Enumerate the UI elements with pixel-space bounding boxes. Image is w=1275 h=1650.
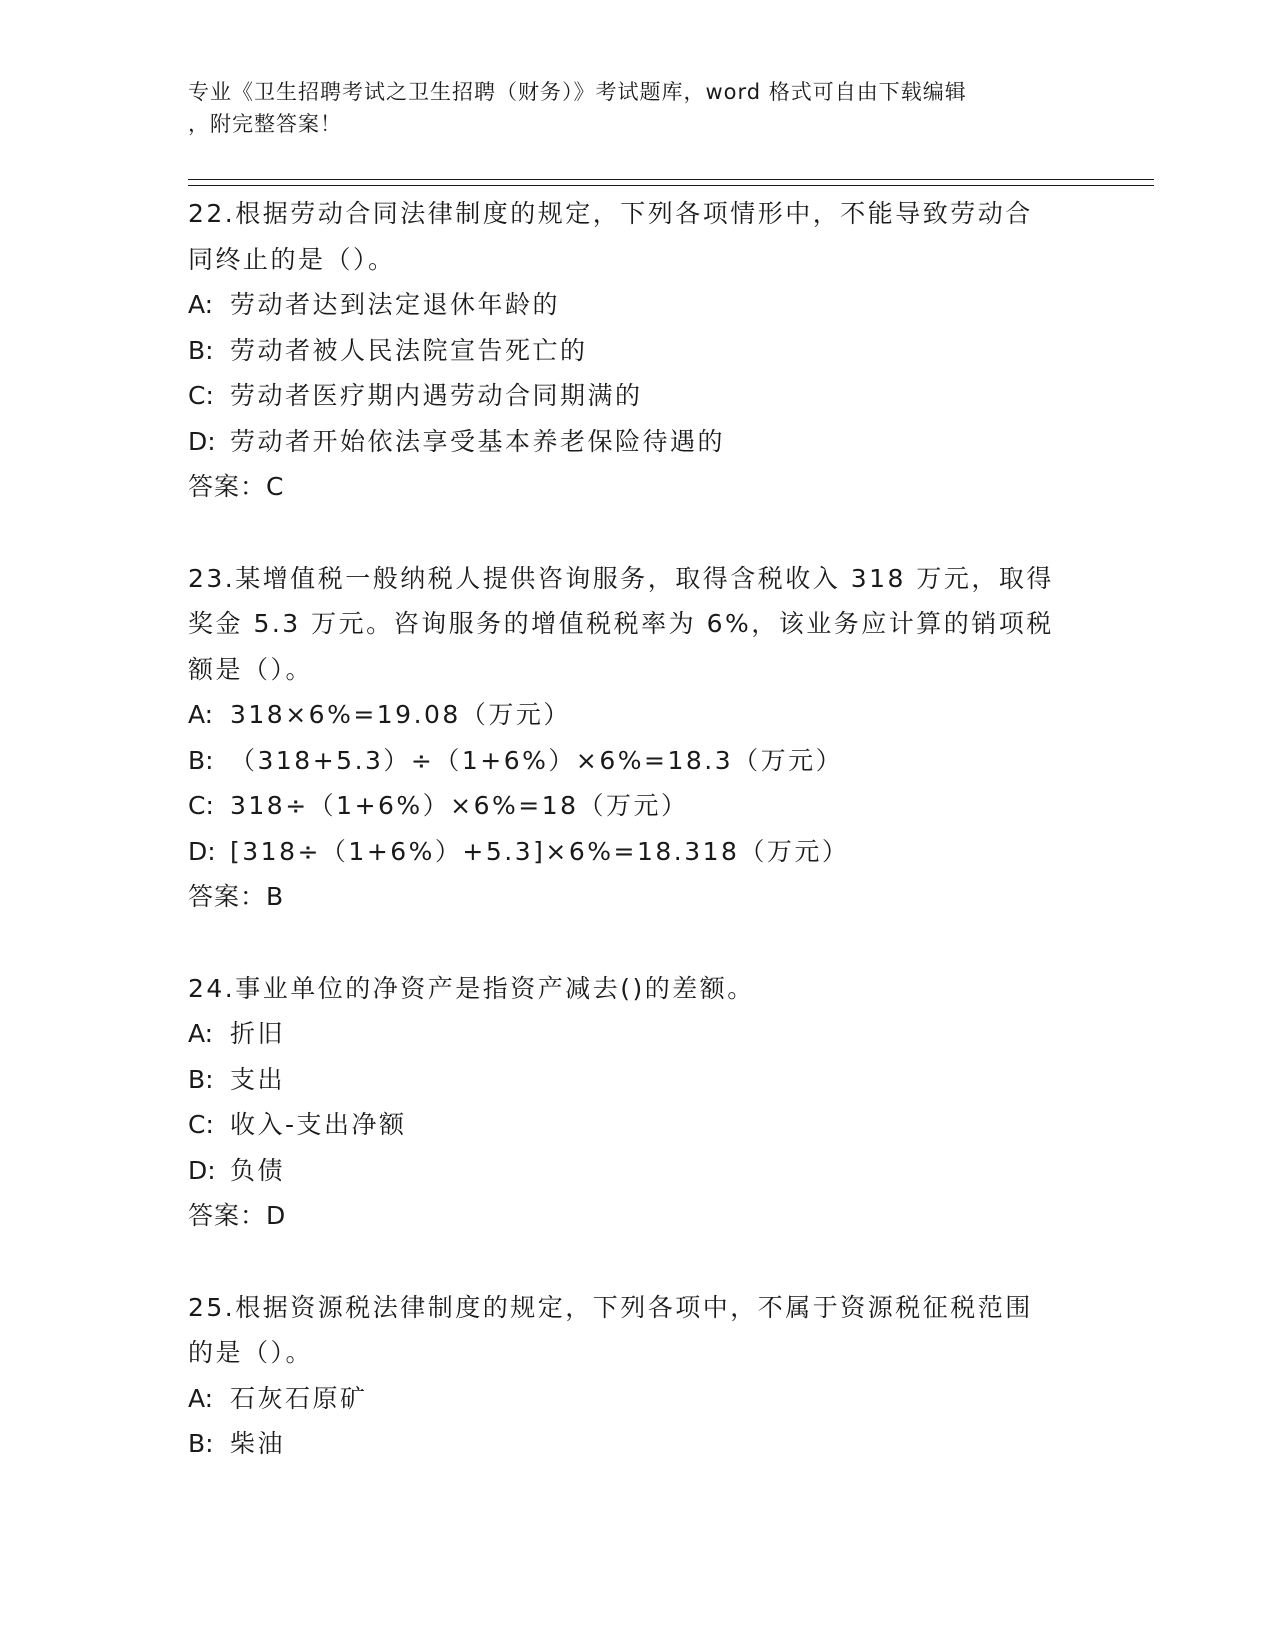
option-a bbox=[188, 1376, 1088, 1422]
option-letter: B: bbox=[188, 745, 214, 775]
question-stem-line: 24.事业单位的净资产是指资产减去()的差额。 bbox=[188, 973, 755, 1003]
question-24 bbox=[188, 966, 1088, 1239]
header-line-1: 专业《卫生招聘考试之卫生招聘（财务）》考试题库，word 格式可自由下载编辑 bbox=[188, 80, 967, 104]
question-22 bbox=[188, 191, 1088, 510]
option-text: 劳动者被人民法院宣告死亡的 bbox=[230, 335, 588, 365]
option-letter: B: bbox=[188, 1429, 214, 1458]
question-25 bbox=[188, 1285, 1088, 1467]
question-stem-line: 22.根据劳动合同法律制度的规定，下列各项情形中，不能导致劳动合 bbox=[188, 199, 1033, 228]
option-letter: B: bbox=[188, 335, 214, 365]
option-b bbox=[188, 738, 1088, 784]
option-letter: C: bbox=[188, 1110, 214, 1139]
header-divider-bottom bbox=[188, 185, 1154, 186]
option-text: 劳动者医疗期内遇劳动合同期满的 bbox=[230, 381, 643, 410]
option-text: 收入-支出净额 bbox=[230, 1110, 407, 1139]
option-text: 柴油 bbox=[230, 1429, 286, 1458]
option-c bbox=[188, 373, 1088, 419]
option-text: 石灰石原矿 bbox=[230, 1383, 368, 1413]
option-c bbox=[188, 1102, 1088, 1148]
document-header bbox=[188, 76, 1068, 140]
option-text: 318×6%=19.08（万元） bbox=[230, 700, 571, 729]
option-letter: A: bbox=[188, 1019, 214, 1048]
question-23 bbox=[188, 556, 1088, 920]
option-text: 劳动者开始依法享受基本养老保险待遇的 bbox=[230, 426, 726, 456]
option-b bbox=[188, 1421, 1088, 1467]
option-text: （318+5.3）÷（1+6%）×6%=18.3（万元） bbox=[230, 745, 844, 775]
option-letter: C: bbox=[188, 381, 214, 410]
option-letter: B: bbox=[188, 1064, 214, 1094]
answer-value: C bbox=[266, 472, 284, 501]
header-divider-top bbox=[188, 179, 1154, 180]
question-stem-line: 奖金 5.3 万元。咨询服务的增值税税率为 6%，该业务应计算的销项税 bbox=[188, 609, 1054, 638]
question-stem-line: 同终止的是（）。 bbox=[188, 244, 396, 274]
question-list bbox=[188, 191, 1088, 1467]
option-text: [318÷（1+6%）+5.3]×6%=18.318（万元） bbox=[230, 836, 850, 866]
option-text: 318÷（1+6%）×6%=18（万元） bbox=[230, 791, 689, 820]
question-stem-line: 23.某增值税一般纳税人提供咨询服务，取得含税收入 318 万元，取得 bbox=[188, 563, 1054, 593]
answer-label: 答案： bbox=[188, 1201, 267, 1230]
option-text: 负债 bbox=[230, 1155, 286, 1185]
answer-line bbox=[188, 874, 1088, 920]
header-line-2: ，附完整答案！ bbox=[188, 112, 342, 136]
option-b bbox=[188, 328, 1088, 374]
option-a bbox=[188, 282, 1088, 328]
answer-value: B bbox=[266, 882, 284, 911]
answer-line bbox=[188, 464, 1088, 510]
option-d bbox=[188, 419, 1088, 465]
option-text: 支出 bbox=[230, 1064, 286, 1094]
question-stem-line: 的是（）。 bbox=[188, 1338, 314, 1367]
question-stem-line: 额是（）。 bbox=[188, 654, 314, 684]
option-a bbox=[188, 1011, 1088, 1057]
option-b bbox=[188, 1057, 1088, 1103]
option-d bbox=[188, 829, 1088, 875]
answer-line bbox=[188, 1193, 1088, 1239]
option-letter: A: bbox=[188, 1383, 214, 1413]
option-letter: C: bbox=[188, 791, 214, 820]
answer-label: 答案： bbox=[188, 472, 267, 501]
answer-label: 答案： bbox=[188, 882, 267, 911]
option-letter: D: bbox=[188, 1155, 216, 1185]
option-c bbox=[188, 783, 1088, 829]
question-stem-line: 25.根据资源税法律制度的规定，下列各项中，不属于资源税征税范围 bbox=[188, 1292, 1033, 1322]
option-letter: A: bbox=[188, 700, 214, 729]
option-text: 折旧 bbox=[230, 1019, 286, 1048]
option-letter: D: bbox=[188, 426, 216, 456]
option-letter: D: bbox=[188, 836, 216, 866]
option-a bbox=[188, 692, 1088, 738]
option-d bbox=[188, 1148, 1088, 1194]
option-letter: A: bbox=[188, 290, 214, 319]
answer-value: D bbox=[266, 1201, 286, 1230]
option-text: 劳动者达到法定退休年龄的 bbox=[230, 290, 561, 319]
